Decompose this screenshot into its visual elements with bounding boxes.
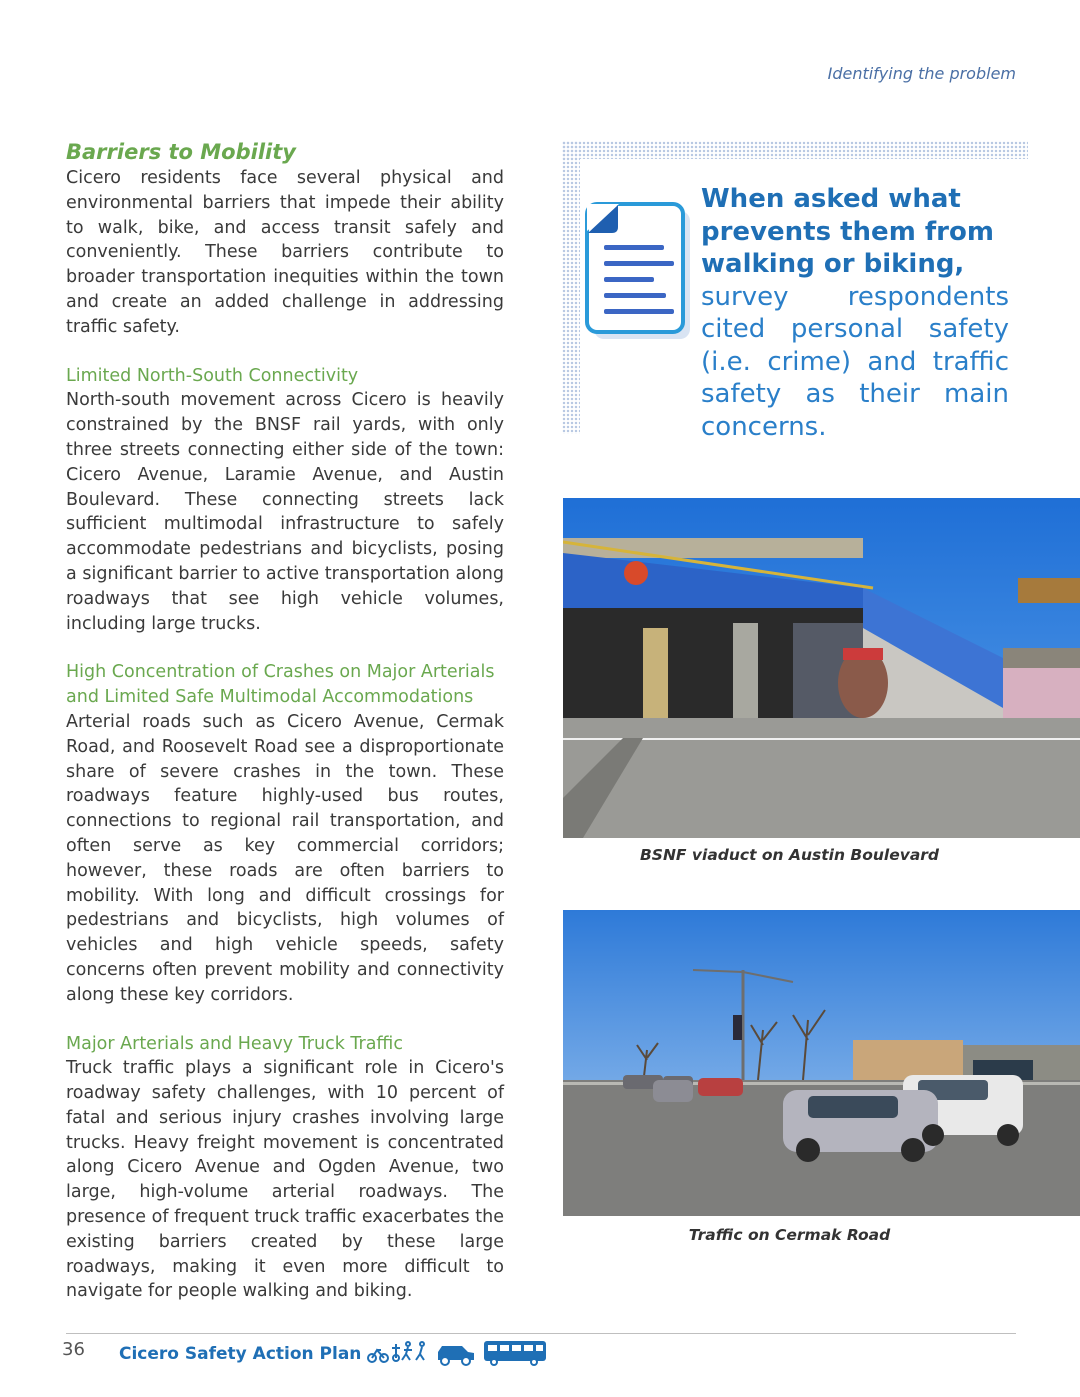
- paragraph-crashes: Arterial roads such as Cicero Avenue, Cermak Road, and Roosevelt Road see a disproportionate share of severe crashes in the town. These roadways feature highly-used bus routes, connections to regional rail transportation, and often serve as key commercial corridors; however, these roads are often barriers to mobility. With long and difficult crossings for pedestrians and bicyclists, high volumes of vehicles and high vehicle speeds, safety concerns often prevent mobility and connectivity along these key corridors.: [66, 711, 504, 1005]
- caption-traffic: Traffic on Cermak Road: [688, 1226, 891, 1244]
- footer-title: Cicero Safety Action Plan: [119, 1344, 362, 1364]
- dot-pattern-left: [562, 141, 580, 434]
- mode-icons: [366, 1338, 548, 1366]
- footer-divider: [66, 1333, 1016, 1334]
- page-number: 36: [62, 1339, 85, 1360]
- viaduct-photo: [563, 498, 1080, 838]
- callout-answer: survey respondents cited personal safety (i.e. crime) and traffic safety as their main concerns.: [701, 281, 1009, 442]
- caption-viaduct: BSNF viaduct on Austin Boulevard: [639, 846, 940, 864]
- intro-paragraph: Cicero residents face several physical and environmental barriers that impede their ability to walk, bike, and access transit safely and conveniently. These barriers contribute to broader transportation inequities within the town and create an added challenge in addressing traffic safety.: [66, 168, 504, 337]
- subheading-connectivity: Limited North-South Connectivity: [66, 365, 359, 386]
- viaduct-illustration: [563, 498, 1080, 838]
- traffic-illustration: [563, 910, 1080, 1216]
- section-header: Identifying the problem: [827, 64, 1016, 83]
- survey-callout: [562, 141, 1028, 442]
- callout-question: When asked what prevents them from walking or biking,: [701, 184, 994, 279]
- document-icon: [584, 201, 696, 351]
- paragraph-trucks: Truck traffic plays a significant role in Cicero's roadway safety challenges, with 10 percent of fatal and serious injury crashes involving large trucks. Heavy freight movement is concentrated along Cicero Avenue and Ogden Avenue, two large, high-volume arterial roadways. The presence of frequent truck traffic exacerbates the existing barriers created by these large roadways, making it even more difficult to navigate for people walking and biking.: [66, 1058, 504, 1302]
- main-column: [66, 138, 504, 1304]
- paragraph-connectivity: North-south movement across Cicero is heavily constrained by the BNSF rail yards, with only three streets connecting either side of the town: Cicero Avenue, Laramie Avenue, and Austin Boulevard. These connecting streets lack sufficient multimodal infrastructure to safely accommodate pedestrians and bicyclists, posing a significant barrier to active transportation along roadways that see high vehicle volumes, including large trucks.: [66, 390, 504, 634]
- subheading-trucks: Major Arterials and Heavy Truck Traffic: [66, 1033, 403, 1054]
- subheading-crashes: High Concentration of Crashes on Major Arterials and Limited Safe Multimodal Accommodations: [66, 662, 495, 708]
- dot-pattern-top: [562, 141, 1028, 159]
- callout-text: [701, 183, 1009, 443]
- section-title: Barriers to Mobility: [66, 140, 296, 164]
- traffic-photo: [563, 910, 1080, 1216]
